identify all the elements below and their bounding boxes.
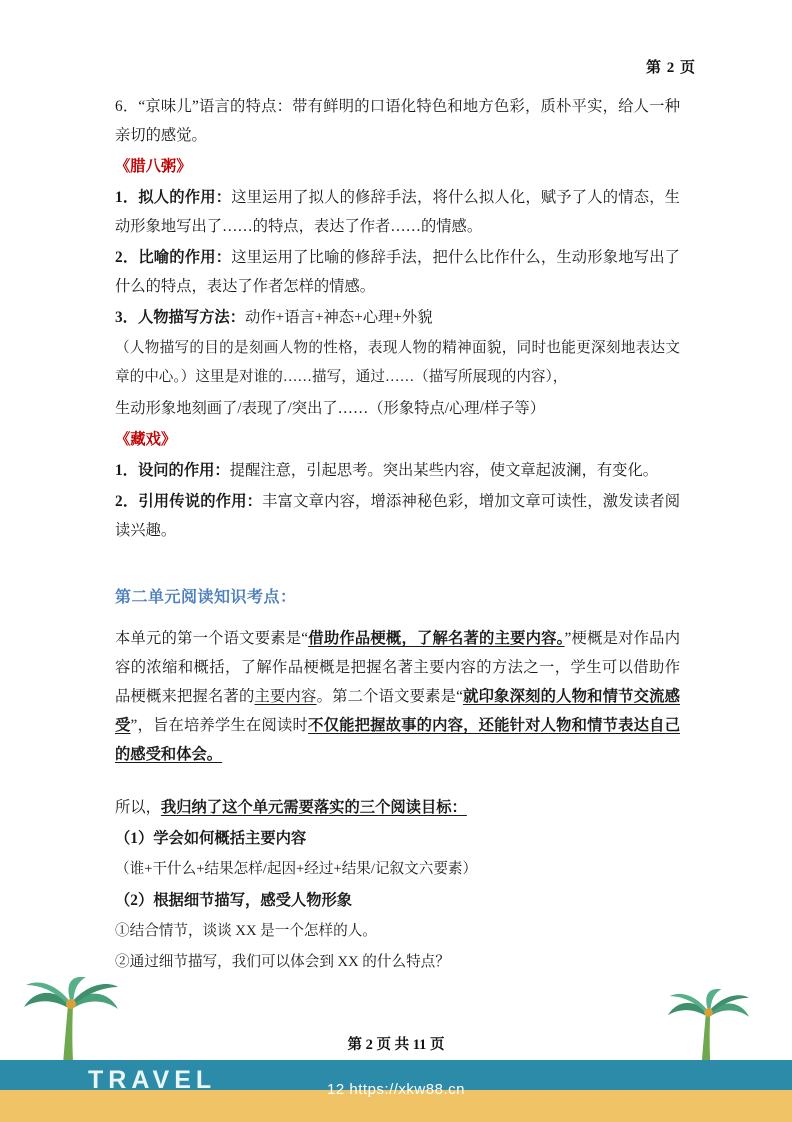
goal-1: （1）学会如何概括主要内容 xyxy=(115,830,307,847)
laba-3-text: 动作+语言+神态+心理+外貌 xyxy=(245,309,433,326)
footer-brand-text: TRAVEL xyxy=(88,1066,217,1094)
spacer-2 xyxy=(115,614,680,624)
laba-1-label: 1．拟人的作用： xyxy=(115,189,232,206)
laba-2-label: 2．比喻的作用： xyxy=(115,249,232,266)
paragraph-laba-3-note-1: （人物描写的目的是刻画人物的性格，表现人物的精神面貌，同时也能更深刻地表达文章的中心。）这里是对谁的……描写，通过……（描写所展现的内容）， xyxy=(115,340,680,385)
spacer-3 xyxy=(115,771,680,793)
paragraph-goal-lead xyxy=(115,793,680,822)
page-header-label: 第 2 页 xyxy=(645,60,696,76)
unit-intro-c: ”梗概是对作品内容的浓缩和概括，了解作品梗概是把握名著主要内容的方法之一，学生可以借助作品梗概来把握名著的 xyxy=(115,630,680,705)
goal-2-note-2: ②通过细节描写，我们可以体会到 XX 的什么特点？ xyxy=(115,954,450,970)
unit-intro-g: ”，旨在培养学生在阅读时 xyxy=(130,717,309,734)
paragraph-cangxi-2 xyxy=(115,487,680,545)
item-6-text: 6．“京味儿”语言的特点：带有鲜明的口语化特色和地方色彩，质朴平实，给人一种亲切的感觉。 xyxy=(115,98,680,144)
document-body xyxy=(115,92,680,979)
unit-intro-emphasis: 不仅能把握故事的内容，还能针对人物和情节表达自己的感受和体会。 xyxy=(115,717,680,763)
heading-laba: 《腊八粥》 xyxy=(115,158,192,175)
unit-section-title: 第二单元阅读知识考点： xyxy=(115,589,297,606)
cangxi-1-text: 提醒注意，引起思考。突出某些内容，使文章起波澜，有变化。 xyxy=(229,462,659,479)
footer-url: 12 https://xkw88.cn xyxy=(327,1081,465,1098)
goal-2: （2）根据细节描写，感受人物形象 xyxy=(115,892,353,909)
unit-intro-element-2: 就印象深刻的人物和情节交流感受 xyxy=(115,688,680,734)
goal-1-note: （谁+干什么+结果怎样/起因+经过+结果/记叙文六要素） xyxy=(115,861,478,877)
cangxi-2-text: 丰富文章内容，增添神秘色彩，增加文章可读性，激发读者阅读兴趣。 xyxy=(115,493,680,539)
paragraph-laba-3 xyxy=(115,303,680,332)
laba-3-label: 3．人物描写方法： xyxy=(115,309,246,326)
cangxi-2-label: 2．引用传说的作用： xyxy=(115,493,263,510)
unit-intro-e: 。第二个语文要素是“ xyxy=(316,688,463,705)
unit-intro-element-1: 借助作品梗概，了解名著的主要内容。 xyxy=(308,630,565,647)
laba-2-text: 这里运用了比喻的修辞手法，把什么比作什么，生动形象地写出了什么的特点，表达了作者怎样的情感。 xyxy=(115,249,680,295)
paragraph-laba-3-note-2: 生动形象地刻画了/表现了/突出了……（形象特点/心理/样子等） xyxy=(115,400,546,417)
goal-lead-a: 所以， xyxy=(115,799,161,816)
paragraph-cangxi-1 xyxy=(115,456,680,485)
goal-lead-b: 我归纳了这个单元需要落实的三个阅读目标： xyxy=(160,799,467,816)
paragraph-laba-1 xyxy=(115,183,680,241)
laba-1-text: 这里运用了拟人的修辞手法，将什么拟人化，赋予了人的情态，生动形象地写出了……的特点，表达了作者……的情感。 xyxy=(115,189,680,235)
page-number-footer: 第 2 页 共 11 页 xyxy=(347,1037,445,1053)
heading-cangxi: 《藏戏》 xyxy=(115,431,177,448)
paragraph-item-6 xyxy=(115,92,680,150)
goal-2-note-1: ①结合情节，谈谈 XX 是一个怎样的人。 xyxy=(115,923,377,939)
paragraph-laba-2 xyxy=(115,243,680,301)
paragraph-unit-intro xyxy=(115,624,680,769)
unit-intro-a: 本单元的第一个语文要素是“ xyxy=(115,630,309,647)
unit-intro-main-content: 主要内容 xyxy=(254,688,317,705)
spacer-1 xyxy=(115,547,680,583)
cangxi-1-label: 1．设问的作用： xyxy=(115,462,230,479)
